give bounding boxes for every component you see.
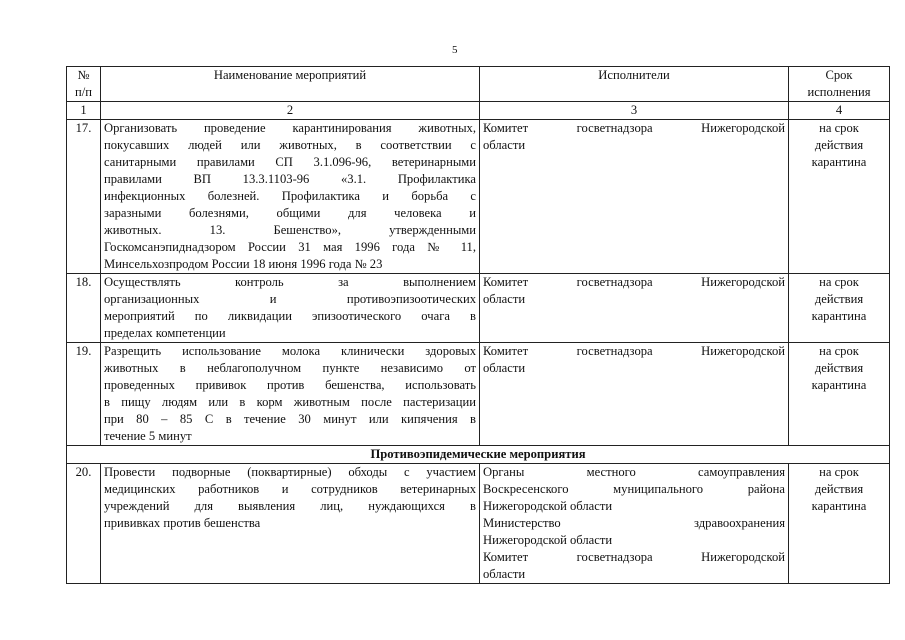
numbering-cell: 2 xyxy=(101,102,480,120)
executors: Комитет госветнадзора Нижегородской области xyxy=(480,274,789,343)
executors: Комитет госветнадзора Нижегородской области xyxy=(480,343,789,446)
table-row xyxy=(67,120,890,274)
header-num: № п/п xyxy=(67,67,101,102)
numbering-cell: 3 xyxy=(480,102,789,120)
numbering-cell: 4 xyxy=(789,102,890,120)
measures-table xyxy=(66,66,890,584)
table-header-row xyxy=(67,67,890,102)
deadline: на срок действия карантина xyxy=(789,274,890,343)
measure-text: Разрещить использование молока клинически здоровых животных в неблагополучном пункте независимо от проведенных прививок против бешенства, использовать в пищу людям или в корм животным после пастеризации при 80 – 85 С в течение 30 минут или кипячения в течение 5 минут xyxy=(101,343,480,446)
measure-text: Организовать проведение карантинирования животных, покусавших людей или животных, в соответствии с санитарными правилами СП 3.1.096-96, ветеринарными правилами ВП 13.3.1103-96 «3.1. Профилактика инфекционных болезней. Профилактика и борьба с заразными болезнями, общими для человека и животных. 13. Бешенство», утвержденными Госкомсанэпиднадзором России 31 мая 1996 года № 11, Минсельхозпродом России 18 июня 1996 года № 23 xyxy=(101,120,480,274)
page-number: 5 xyxy=(452,44,458,56)
header-name: Наименование мероприятий xyxy=(101,67,480,102)
row-number: 19. xyxy=(67,343,101,446)
row-number: 18. xyxy=(67,274,101,343)
deadline: на срок действия карантина xyxy=(789,120,890,274)
table-row xyxy=(67,274,890,343)
numbering-row xyxy=(67,102,890,120)
executors: Комитет госветнадзора Нижегородской области xyxy=(480,120,789,274)
table-row xyxy=(67,464,890,584)
section-row xyxy=(67,446,890,464)
row-number: 17. xyxy=(67,120,101,274)
header-deadline: Срок исполнения xyxy=(789,67,890,102)
header-executors: Исполнители xyxy=(480,67,789,102)
measure-text: Осуществлять контроль за выполнением организационных и противоэпизоотических мероприятий по ликвидации эпизоотического очага в пределах компетенции xyxy=(101,274,480,343)
numbering-cell: 1 xyxy=(67,102,101,120)
executors: Органы местного самоуправления Воскресенского муниципального района Нижегородской области Министерство здравоохранения Нижегородской области Комитет госветнадзора Нижегородской области xyxy=(480,464,789,584)
section-title: Противоэпидемические мероприятия xyxy=(67,446,890,464)
row-number: 20. xyxy=(67,464,101,584)
deadline: на срок действия карантина xyxy=(789,343,890,446)
deadline: на срок действия карантина xyxy=(789,464,890,584)
measure-text: Провести подворные (поквартирные) обходы с участием медицинских работников и сотрудников ветеринарных учреждений для выявления лиц, нуждающихся в прививках против бешенства xyxy=(101,464,480,584)
table-row xyxy=(67,343,890,446)
